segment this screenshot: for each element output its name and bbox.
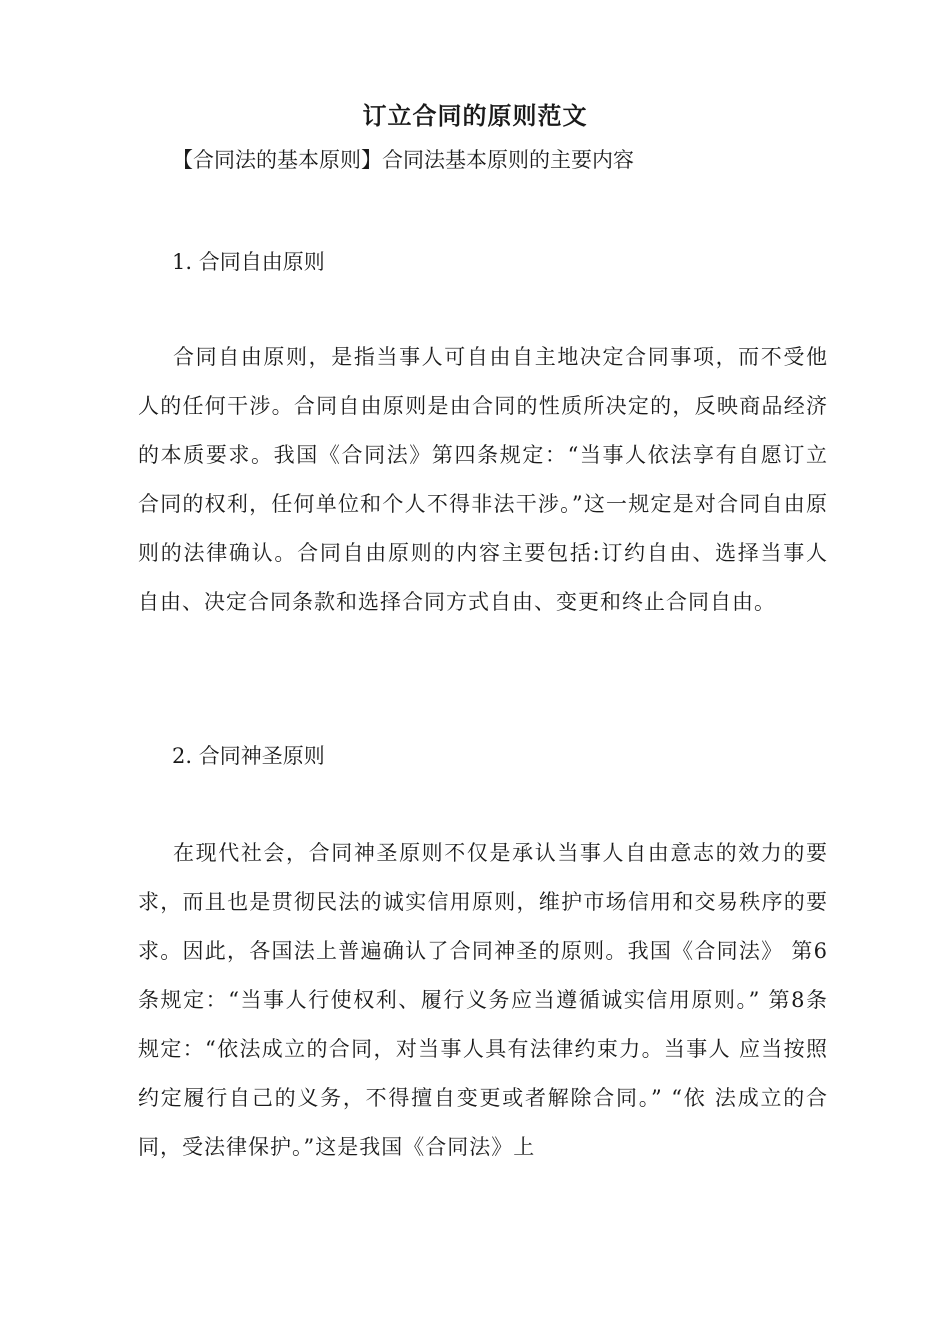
- document-title: 订立合同的原则范文: [362, 101, 588, 130]
- document-subtitle: 【合同法的基本原则】合同法基本原则的主要内容: [172, 148, 634, 172]
- section-paragraph-1: 合同自由原则，是指当事人可自由自主地决定合同事项，而不受他人的任何干涉。合同自由原则是由合同的性质所决定的，反映商品经济的本质要求。我国《合同法》第四条规定：“当事人依法享有自愿订立合同的权利，任何单位和个人不得非法干涉。”这一规定是对合同自由原则的法律确认。合同自由原则的内容主要包括:订约自由、选择当事人自由、决定合同条款和选择合同方式自由、变更和终止合同自由。: [138, 345, 828, 614]
- section-heading-2: 2. 合同神圣原则: [172, 744, 325, 768]
- section-heading-1: 1. 合同自由原则: [172, 250, 325, 274]
- section-paragraph-2: 在现代社会，合同神圣原则不仅是承认当事人自由意志的效力的要求，而且也是贯彻民法的诚实信用原则，维护市场信用和交易秩序的要求。因此，各国法上普遍确认了合同神圣的原则。我国《合同法》 第6条规定：“当事人行使权利、履行义务应当遵循诚实信用原则。” 第8条规定：“依法成立的合同，对当事人具有法律约束力。当事人 应当按照约定履行自己的义务，不得擅自变更或者解除合同。” “依 法成立的合同，受法律保护。”这是我国《合同法》上: [138, 841, 828, 1159]
